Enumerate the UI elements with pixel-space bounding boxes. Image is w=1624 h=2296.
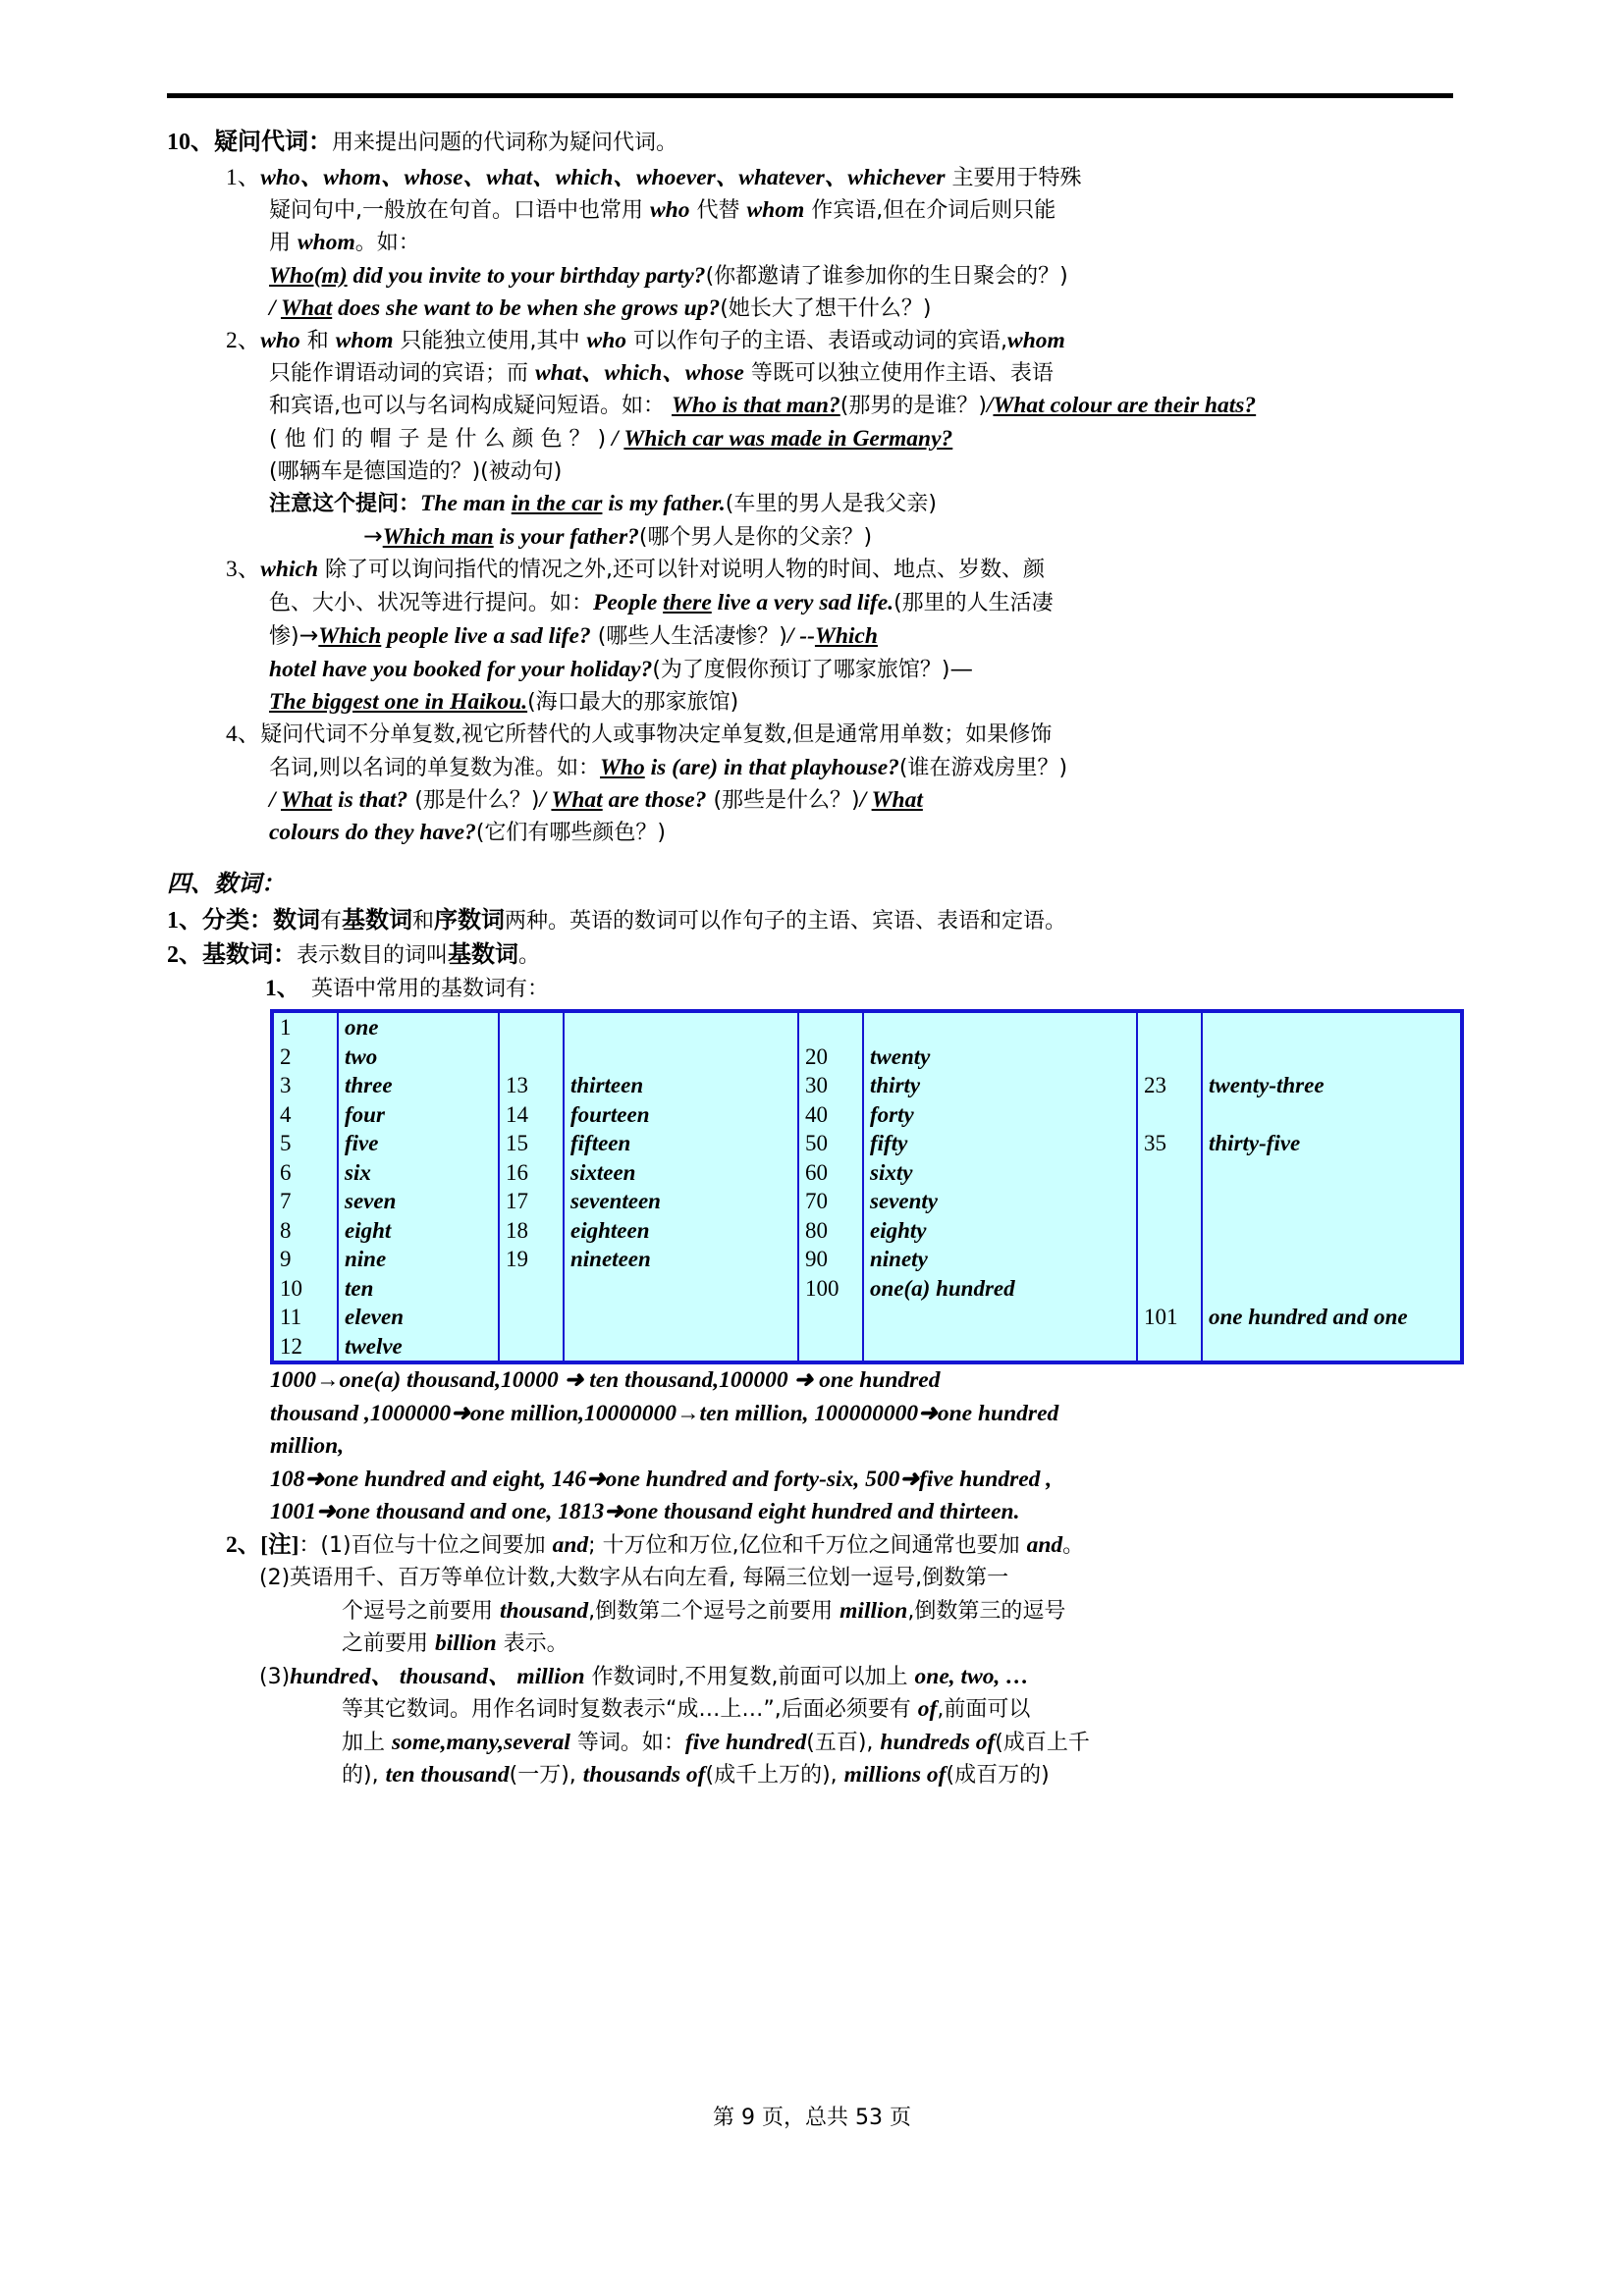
note-3-of: of: [917, 1696, 938, 1723]
note-3-i: 的),: [342, 1763, 386, 1789]
table-cell-c6: [863, 1011, 1137, 1042]
note-1-and: and: [552, 1531, 589, 1558]
note-3-units: hundred、 thousand、 million: [290, 1663, 585, 1689]
item2-ex2-en: What colour are their hats?: [993, 393, 1257, 419]
table-cell-c1: 4: [272, 1100, 338, 1130]
table-cell-c6: fifty: [863, 1129, 1137, 1158]
table-cell-c7: [1137, 1042, 1202, 1072]
table-cell-c4: nineteen: [564, 1245, 798, 1274]
note-2-b: 个逗号之前要用: [342, 1598, 500, 1624]
pronoun-item-2: [167, 325, 1457, 554]
table-cell-c4: sixteen: [564, 1158, 798, 1188]
table-cell-c5: 100: [798, 1274, 863, 1304]
item2-txt-h: 只能作谓语动词的宾语；而: [269, 361, 535, 387]
item2-note-arrow: →: [363, 522, 383, 551]
item2-ex1-en: Who is that man?: [672, 393, 840, 419]
table-cell-c5: 80: [798, 1216, 863, 1246]
item1-num: 1、: [226, 165, 261, 190]
item2-ex3-en: Which car was made in Germany?: [623, 425, 953, 452]
table-cell-c2: nine: [338, 1245, 499, 1274]
table-cell-c8: twenty-three: [1202, 1071, 1462, 1100]
numeral-item-1: [167, 904, 1457, 938]
table-cell-c4: [564, 1274, 798, 1304]
numeral-item2-label: 基数词：: [202, 942, 297, 969]
table-row: [272, 1332, 1462, 1363]
numeral-item1-t4: 和: [412, 909, 435, 934]
item2-ex3-lead: /: [606, 425, 624, 452]
item2-what-which-whose: what、which、whose: [535, 360, 744, 387]
item3-which: which: [260, 557, 319, 583]
item3-ex1-there: there: [663, 589, 712, 615]
table-cell-c1: 6: [272, 1158, 338, 1188]
table-cell-c3: 13: [499, 1071, 564, 1100]
table-cell-c6: one(a) hundred: [863, 1274, 1137, 1304]
note-num: 2、: [226, 1531, 261, 1558]
item3-ex1-cn: (那里的人生活凄: [893, 590, 1054, 615]
item2-txt-f: 可以作句子的主语、表语或动词的宾语,: [626, 329, 1008, 354]
table-cell-c1: 12: [272, 1332, 338, 1363]
table-cell-c6: ninety: [863, 1245, 1137, 1274]
note-3-onetwo: one, two, …: [914, 1663, 1029, 1689]
item2-who2: who: [586, 328, 627, 354]
table-cell-c7: [1137, 1274, 1202, 1304]
numeral-notes: [167, 1529, 1457, 1792]
table-cell-c2: five: [338, 1129, 499, 1158]
item1-whom: whom: [746, 197, 805, 224]
note-3-d: ,前面可以: [937, 1697, 1031, 1723]
note-1-b: ; 十万位和万位,亿位和千万位之间通常也要加: [588, 1532, 1027, 1558]
table-cell-c7: [1137, 1332, 1202, 1363]
pronoun-item-3: [167, 554, 1457, 719]
table-row: [272, 1274, 1462, 1304]
table-cell-c1: 1: [272, 1011, 338, 1042]
item1-ex1-rest: did you invite to your birthday party?: [347, 262, 706, 289]
item1-ex2-rest: does she want to be when she grows up?: [332, 294, 721, 321]
note-3-f: 等词。如：: [569, 1730, 685, 1755]
table-cell-c7: [1137, 1158, 1202, 1188]
numeral-item1-label: 分类：: [202, 908, 273, 934]
pronoun-item-1: [167, 162, 1457, 325]
big-numbers-block: [167, 1364, 1370, 1529]
item2-txt-j: 等既可以独立使用作主语、表语: [743, 361, 1054, 387]
note-3-hundredsof: hundreds of: [880, 1729, 996, 1755]
item2-ex2-cn: ( 他 们 的 帽 子 是 什 么 颜 色 ？ ): [269, 426, 607, 452]
table-cell-c7: [1137, 1216, 1202, 1246]
item1-words: who、whom、whose、what、which、whoever、whatever、whichever: [260, 165, 946, 190]
item4-num: 4、: [226, 721, 261, 748]
item2-ex1-cn: (那男的是谁？): [839, 394, 987, 419]
note-3-fivehundred: five hundred: [684, 1729, 807, 1755]
item2-txt-d: 只能独立使用,其中: [393, 329, 587, 354]
note-3-g: (五百),: [806, 1730, 881, 1755]
item4-ex2-en: is that?: [332, 786, 408, 813]
item4-ex3-en: are those?: [602, 786, 707, 813]
item2-txt-k: 和宾语,也可以与名词构成疑问短语。如：: [269, 394, 672, 419]
table-cell-c3: [499, 1303, 564, 1332]
table-cell-c8: [1202, 1245, 1462, 1274]
table-row: [272, 1216, 1462, 1246]
table-cell-c2: six: [338, 1158, 499, 1188]
item4-ex4-what: What: [871, 786, 923, 813]
item1-line3-whom: whom: [298, 230, 355, 256]
note-3-tenthousand: ten thousand: [385, 1762, 510, 1789]
table-cell-c3: 17: [499, 1187, 564, 1216]
table-cell-c8: [1202, 1332, 1462, 1363]
numeral-item2-sub1: [167, 973, 1457, 1005]
table-row: [272, 1187, 1462, 1216]
pronoun-item-4: [167, 719, 1457, 849]
item1-line3-pre: 用: [269, 231, 298, 256]
pronoun-heading: [167, 126, 1457, 160]
item3-ex3-which: Which: [814, 622, 878, 649]
big-numbers-line-3: million,: [270, 1433, 345, 1460]
table-cell-c6: [863, 1303, 1137, 1332]
numeral-item1-t2: 有: [320, 909, 343, 934]
table-cell-c8: [1202, 1216, 1462, 1246]
numbers-table-body: [272, 1011, 1462, 1362]
item3-ex3-lead: / --: [786, 622, 815, 649]
item3-ex2-arrow: →: [298, 620, 319, 649]
table-cell-c2: eight: [338, 1216, 499, 1246]
table-cell-c6: forty: [863, 1100, 1137, 1130]
item1-ex1-cn: (你都邀请了谁参加你的生日聚会的？): [705, 263, 1068, 289]
table-cell-c6: twenty: [863, 1042, 1137, 1072]
note-3-thousandsof: thousands of: [582, 1762, 706, 1789]
item4-ex4-cn: (它们有哪些颜色？): [475, 821, 667, 846]
item3-ex3-dash: —: [949, 655, 974, 683]
numeral-section-heading: 四、数词：: [167, 872, 285, 898]
note-3-millionsof: millions of: [843, 1762, 947, 1789]
table-cell-c5: 20: [798, 1042, 863, 1072]
table-cell-c8: [1202, 1011, 1462, 1042]
item4-ex3-lead: /: [539, 786, 552, 813]
table-cell-c6: sixty: [863, 1158, 1137, 1188]
numeral-item2-num: 2、: [167, 942, 202, 969]
table-cell-c7: 101: [1137, 1303, 1202, 1332]
table-row: [272, 1245, 1462, 1274]
item1-ex1-keyword: Who(m): [269, 262, 348, 289]
note-3-l: (成百万的): [946, 1763, 1050, 1789]
item2-and: 和: [299, 329, 336, 354]
note-3-j: (一万),: [509, 1763, 583, 1789]
table-cell-c5: [798, 1303, 863, 1332]
numbers-table-wrapper: [167, 1009, 1457, 1364]
table-cell-c4: [564, 1042, 798, 1072]
table-cell-c8: one hundred and one: [1202, 1303, 1462, 1332]
table-cell-c5: [798, 1011, 863, 1042]
header-rule: [167, 93, 1453, 98]
table-cell-c8: [1202, 1158, 1462, 1188]
note-2-a: (2)英语用千、百万等单位计数,大数字从右向左看, 每隔三位划一逗号,倒数第一: [259, 1566, 1009, 1591]
note-2-f: 表示。: [496, 1631, 568, 1657]
item3-ex2-which: Which: [318, 622, 382, 649]
item1-ex2-keyword: What: [280, 294, 333, 321]
item2-note-cn: (车里的男人是我父亲): [725, 492, 937, 517]
note-3-k: (成千上万的),: [705, 1763, 844, 1789]
numeral-item1-t5: 序数词: [434, 908, 506, 934]
item1-mid: 代替: [689, 198, 747, 224]
table-cell-c4: seventeen: [564, 1187, 798, 1216]
item4-txt-b: 名词,则以名词的单复数为准。如：: [269, 755, 600, 780]
item4-ex2-what: What: [280, 786, 333, 813]
item1-ex2-cn: (她长大了想干什么？): [720, 295, 932, 321]
table-cell-c8: thirty-five: [1202, 1129, 1462, 1158]
item3-txt-b: 除了可以询问指代的情况之外,还可以针对说明人物的时间、地点、岁数、颜: [318, 558, 1046, 583]
item4-ex4-lead: /: [859, 786, 872, 813]
pronoun-heading-num: 10、: [167, 130, 214, 155]
item2-whom: whom: [335, 328, 394, 354]
note-3-e: 加上: [342, 1730, 392, 1755]
table-cell-c7: [1137, 1187, 1202, 1216]
table-cell-c1: 3: [272, 1071, 338, 1100]
item2-note-en2: is my father.: [602, 491, 726, 517]
table-cell-c7: [1137, 1100, 1202, 1130]
table-cell-c5: 70: [798, 1187, 863, 1216]
table-cell-c2: eleven: [338, 1303, 499, 1332]
big-numbers-line-4: 108➜one hundred and eight, 146➜one hundred and forty-six, 500➜five hundred ,: [270, 1466, 1053, 1492]
item2-note-en-underline: in the car: [511, 491, 603, 517]
item2-note2-en: Which man: [382, 524, 494, 551]
item4-ex3-cn: (那些是什么？): [706, 787, 860, 813]
table-cell-c1: 2: [272, 1042, 338, 1072]
item3-num: 3、: [226, 557, 261, 583]
item3-ex3-cn: (为了度假你预订了哪家旅馆？): [652, 658, 950, 683]
numeral-item1-num: 1、: [167, 908, 202, 934]
table-cell-c3: [499, 1274, 564, 1304]
numeral-sub1-num: 1、: [265, 976, 300, 1002]
item3-ex2-cn-pre: 惨): [269, 623, 299, 649]
table-cell-c2: seven: [338, 1187, 499, 1216]
item4-ex2-lead: /: [269, 786, 281, 813]
table-cell-c3: 15: [499, 1129, 564, 1158]
table-cell-c6: thirty: [863, 1071, 1137, 1100]
numeral-item1-t1: 数词: [273, 908, 320, 934]
big-numbers-line-1: 1000→one(a) thousand,10000 ➜ ten thousand,100000 ➜ one hundred: [270, 1367, 941, 1394]
note-2-thousand: thousand: [500, 1597, 589, 1624]
item3-ex2-en: people live a sad life?: [381, 622, 591, 649]
table-cell-c7: [1137, 1011, 1202, 1042]
item3-ex1-en: People: [593, 589, 664, 615]
item2-note-en: The man: [420, 491, 512, 517]
numeral-item2-t3: 。: [518, 943, 541, 969]
table-cell-c4: [564, 1011, 798, 1042]
note-1-end: 。: [1062, 1532, 1085, 1558]
pronoun-heading-term: 疑问代词：: [214, 130, 332, 155]
table-cell-c7: [1137, 1245, 1202, 1274]
item3-ex3-en: hotel have you booked for your holiday?: [269, 657, 653, 683]
item3-ex1-en2: live a very sad life.: [711, 589, 894, 615]
item4-ex1-cn: (谁在游戏房里？): [898, 755, 1068, 780]
table-cell-c5: 60: [798, 1158, 863, 1188]
table-cell-c2: two: [338, 1042, 499, 1072]
item4-ex2-cn: (那是什么？): [407, 787, 540, 813]
table-cell-c3: 16: [499, 1158, 564, 1188]
item1-line2: 疑问句中,一般放在句首。口语中也常用: [269, 198, 650, 224]
table-row: [272, 1042, 1462, 1072]
item2-note-label: 注意这个提问：: [269, 492, 421, 517]
table-cell-c3: 14: [499, 1100, 564, 1130]
table-cell-c4: [564, 1332, 798, 1363]
item1-line2-tail: 作宾语,但在介词后则只能: [804, 198, 1056, 224]
item2-whom2: whom: [1007, 328, 1065, 354]
note-3-c: 等其它数词。用作名词时复数表示“成…上…”,后面必须要有: [342, 1697, 918, 1723]
note-1-and2: and: [1026, 1531, 1063, 1558]
page-footer: 第 9 页，总共 53 页: [713, 2106, 911, 2130]
table-row: [272, 1303, 1462, 1332]
item4-ex1-who: Who: [600, 754, 645, 780]
item1-tail: 主要用于特殊: [945, 166, 1082, 190]
table-cell-c2: twelve: [338, 1332, 499, 1363]
item2-ex2-lead: /: [986, 393, 994, 419]
cardinal-numbers-table: [270, 1009, 1464, 1364]
table-cell-c1: 8: [272, 1216, 338, 1246]
note-2-d: ,倒数第三的逗号: [907, 1598, 1066, 1624]
note-2-c: ,倒数第二个逗号之前要用: [588, 1598, 840, 1624]
table-cell-c1: 5: [272, 1129, 338, 1158]
table-cell-c5: 30: [798, 1071, 863, 1100]
item4-txt-a: 疑问代词不分单复数,视它所替代的人或事物决定单复数,但是通常用单数；如果修饰: [260, 722, 1053, 748]
table-cell-c2: three: [338, 1071, 499, 1100]
item2-who: who: [260, 328, 300, 354]
note-3-some: some,many,several: [392, 1729, 570, 1755]
table-cell-c7: 23: [1137, 1071, 1202, 1100]
note-1-a: (1)百位与十位之间要加: [320, 1532, 553, 1558]
table-cell-c6: seventy: [863, 1187, 1137, 1216]
item3-ex2-cn: (哪些人生活凄惨？): [590, 623, 787, 649]
item3-ex4-en: The biggest one in Haikou.: [269, 689, 528, 716]
note-2-billion: billion: [435, 1630, 497, 1657]
item3-ex4-cn: (海口最大的那家旅馆): [527, 690, 739, 716]
item4-ex1-en: is (are) in that playhouse?: [644, 754, 899, 780]
numeral-item2-t2: 基数词: [448, 942, 519, 969]
numeral-item1-t3: 基数词: [342, 908, 413, 934]
numeral-sub1-text: 英语中常用的基数词有：: [311, 977, 550, 1002]
table-cell-c4: thirteen: [564, 1071, 798, 1100]
item4-ex3-what: What: [551, 786, 603, 813]
table-cell-c4: fourteen: [564, 1100, 798, 1130]
table-row: [272, 1129, 1462, 1158]
item2-note2-en2: is your father?: [493, 524, 639, 551]
table-cell-c1: 9: [272, 1245, 338, 1274]
numeral-item-2: [167, 938, 1457, 973]
big-numbers-line-2: thousand ,1000000➜one million,10000000→ten million, 100000000➜one hundred: [270, 1400, 1059, 1426]
table-cell-c3: [499, 1332, 564, 1363]
table-cell-c2: four: [338, 1100, 499, 1130]
table-cell-c4: fifteen: [564, 1129, 798, 1158]
table-cell-c8: [1202, 1100, 1462, 1130]
pronoun-heading-desc: 用来提出问题的代词称为疑问代词。: [332, 131, 678, 155]
item1-ex2-lead: /: [269, 294, 281, 321]
note-3-a: (3): [259, 1664, 291, 1689]
page-content: [0, 126, 1624, 1792]
note-3-h: (成百上千: [995, 1730, 1090, 1755]
table-cell-c8: [1202, 1274, 1462, 1304]
numeral-item2-t1: 表示数目的词叫: [297, 943, 449, 969]
table-cell-c3: [499, 1011, 564, 1042]
table-cell-c4: eighteen: [564, 1216, 798, 1246]
table-cell-c4: [564, 1303, 798, 1332]
table-cell-c2: ten: [338, 1274, 499, 1304]
item2-ex3-cn: (哪辆车是德国造的？)(被动句): [269, 458, 563, 484]
table-cell-c5: 40: [798, 1100, 863, 1130]
note-2-million: million: [839, 1597, 908, 1624]
table-cell-c3: 18: [499, 1216, 564, 1246]
table-cell-c5: 90: [798, 1245, 863, 1274]
item3-txt-c: 色、大小、状况等进行提问。如：: [269, 590, 594, 615]
item4-ex4-en: colours do they have?: [269, 820, 476, 846]
table-cell-c6: [863, 1332, 1137, 1363]
table-cell-c8: [1202, 1042, 1462, 1072]
table-cell-c5: 50: [798, 1129, 863, 1158]
note-colon: ：: [298, 1532, 321, 1558]
table-cell-c2: one: [338, 1011, 499, 1042]
note-2-e: 之前要用: [342, 1631, 435, 1657]
numeral-item1-t6: 两种。英语的数词可以作句子的主语、宾语、表语和定语。: [505, 909, 1067, 934]
table-cell-c1: 11: [272, 1303, 338, 1332]
table-row: [272, 1071, 1462, 1100]
note-label: [注]: [260, 1531, 299, 1558]
table-cell-c6: eighty: [863, 1216, 1137, 1246]
big-numbers-line-5: 1001➜one thousand and one, 1813➜one thousand eight hundred and thirteen.: [270, 1499, 1020, 1525]
item1-who: who: [650, 197, 690, 224]
table-cell-c5: [798, 1332, 863, 1363]
table-row: [272, 1158, 1462, 1188]
table-cell-c1: 10: [272, 1274, 338, 1304]
note-3-b: 作数词时,不用复数,前面可以加上: [584, 1664, 915, 1689]
table-cell-c1: 7: [272, 1187, 338, 1216]
item2-num: 2、: [226, 328, 261, 354]
table-row: [272, 1100, 1462, 1130]
item1-line3-tail: 。如：: [354, 231, 420, 256]
table-row: [272, 1011, 1462, 1042]
item2-note2-cn: (哪个男人是你的父亲？): [638, 525, 873, 551]
table-cell-c3: 19: [499, 1245, 564, 1274]
table-cell-c8: [1202, 1187, 1462, 1216]
table-cell-c7: 35: [1137, 1129, 1202, 1158]
table-cell-c3: [499, 1042, 564, 1072]
